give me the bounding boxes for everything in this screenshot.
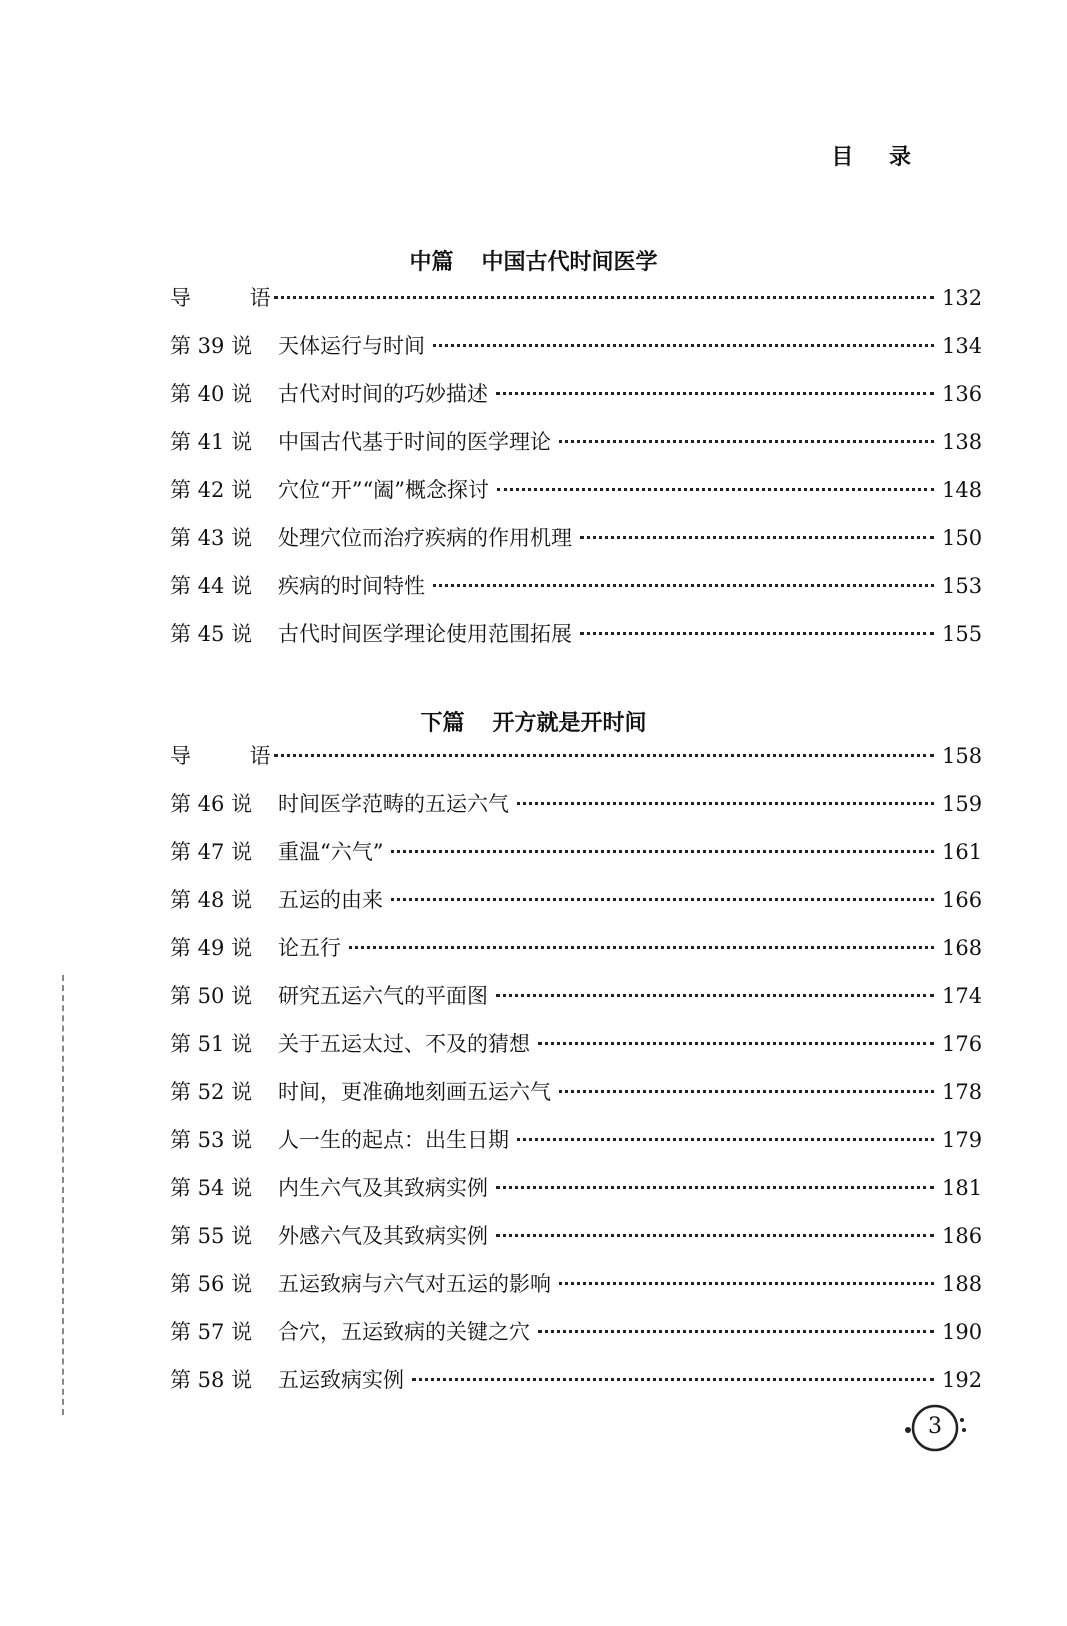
toc-leader-dots [412,1378,934,1381]
toc-leader-dots [580,536,934,539]
toc-entry[interactable] [170,1316,983,1364]
toc-entry-title: 时间医学范畴的五运六气 [278,792,509,816]
page-number: 3 [928,1414,942,1439]
page-number-badge [900,1400,970,1460]
toc-entry-title: 处理穴位而治疗疾病的作用机理 [278,526,572,550]
toc-entry-page: 155 [942,622,983,646]
toc-entry-page: 176 [942,1032,983,1056]
toc-list-lower [170,740,983,1412]
toc-leader-dots [433,584,934,587]
toc-entry-page: 148 [942,478,983,502]
toc-entry-page: 192 [942,1368,983,1392]
toc-entry-number: 第 46 说 [170,792,253,816]
toc-entry-number: 第 43 说 [170,526,253,550]
toc-entry-number: 第 50 说 [170,984,253,1008]
toc-entry[interactable] [170,522,983,570]
toc-leader-dots [496,392,934,395]
section-part-label: 下篇 [420,711,465,736]
toc-entry-number: 第 40 说 [170,382,253,406]
toc-entry-page: 159 [942,792,983,816]
toc-entry-title: 论五行 [278,936,341,960]
toc-entry-title: 人一生的起点：出生日期 [278,1128,509,1152]
toc-entry[interactable] [170,1028,983,1076]
toc-leader-dots [538,1330,934,1333]
toc-leader-dots [274,754,934,757]
toc-entry-title: 古代时间医学理论使用范围拓展 [278,622,572,646]
toc-entry[interactable] [170,1124,983,1172]
section-title-lower [0,706,1067,737]
toc-entry[interactable] [170,740,983,788]
toc-leader-dots [517,1138,934,1141]
toc-entry-number: 第 47 说 [170,840,253,864]
toc-entry-number: 第 58 说 [170,1368,253,1392]
toc-entry-page: 153 [942,574,983,598]
toc-entry-page: 178 [942,1080,983,1104]
toc-leader-dots [496,1186,934,1189]
toc-leader-dots [496,994,934,997]
toc-entry[interactable] [170,330,983,378]
toc-leader-dots [391,850,934,853]
toc-entry[interactable] [170,932,983,980]
toc-entry-title: 时间，更准确地刻画五运六气 [278,1080,551,1104]
toc-leader-dots [497,488,934,491]
toc-entry-page: 132 [942,286,983,310]
toc-entry[interactable] [170,980,983,1028]
toc-entry[interactable] [170,618,983,666]
toc-entry-page: 158 [942,744,983,768]
toc-entry-title: 五运的由来 [278,888,383,912]
toc-leader-dots [559,1090,934,1093]
toc-entry[interactable] [170,1172,983,1220]
toc-entry-number: 第 41 说 [170,430,253,454]
toc-entry-title: 重温“六气” [278,840,384,864]
toc-list-middle [170,282,983,666]
toc-entry-number: 第 39 说 [170,334,253,358]
toc-entry-number: 第 45 说 [170,622,253,646]
toc-leader-dots [349,946,934,949]
toc-entry-page: 150 [942,526,983,550]
section-name-label: 中国古代时间医学 [481,250,658,275]
toc-entry[interactable] [170,788,983,836]
toc-leader-dots [391,898,934,901]
toc-entry-page: 190 [942,1320,983,1344]
toc-entry-page: 181 [942,1176,983,1200]
toc-entry[interactable] [170,884,983,932]
toc-leader-dots [538,1042,934,1045]
toc-entry-title: 疾病的时间特性 [278,574,425,598]
toc-entry-number: 第 56 说 [170,1272,253,1296]
toc-entry-page: 186 [942,1224,983,1248]
toc-leader-dots [496,1234,934,1237]
toc-leader-dots [274,296,934,299]
toc-entry-number: 第 57 说 [170,1320,253,1344]
toc-entry[interactable] [170,378,983,426]
toc-entry-title: 外感六气及其致病实例 [278,1224,488,1248]
toc-entry-number: 第 52 说 [170,1080,253,1104]
toc-entry-title: 内生六气及其致病实例 [278,1176,488,1200]
toc-entry-title: 中国古代基于时间的医学理论 [278,430,551,454]
toc-entry-page: 138 [942,430,983,454]
toc-entry-number: 第 48 说 [170,888,253,912]
toc-entry-page: 136 [942,382,983,406]
scan-margin-marks [62,975,68,1415]
page-header-title: 目 录 [831,144,925,170]
toc-entry-title: 研究五运六气的平面图 [278,984,488,1008]
toc-entry-title: 合穴，五运致病的关键之穴 [278,1320,530,1344]
toc-entry-number: 第 55 说 [170,1224,253,1248]
toc-entry-title: 关于五运太过、不及的猜想 [278,1032,530,1056]
toc-entry-title: 古代对时间的巧妙描述 [278,382,488,406]
toc-entry[interactable] [170,474,983,522]
toc-entry-number: 第 42 说 [170,478,253,502]
toc-entry-title: 穴位“开”“阖”概念探讨 [278,478,489,502]
toc-entry-number: 第 44 说 [170,574,253,598]
toc-entry-title: 天体运行与时间 [278,334,425,358]
toc-entry[interactable] [170,282,983,330]
toc-leader-dots [517,802,934,805]
toc-entry-page: 168 [942,936,983,960]
toc-entry-page: 166 [942,888,983,912]
toc-entry-number: 第 51 说 [170,1032,253,1056]
toc-entry[interactable] [170,1268,983,1316]
toc-leader-dots [433,344,934,347]
toc-entry[interactable] [170,1220,983,1268]
toc-entry[interactable] [170,836,983,884]
toc-entry-title: 五运致病实例 [278,1368,404,1392]
toc-entry-number: 第 49 说 [170,936,253,960]
toc-entry-number: 导 语 [170,744,297,768]
section-part-label: 中篇 [409,250,454,275]
toc-entry-page: 161 [942,840,983,864]
section-title-middle [0,245,1067,276]
toc-entry-number: 第 53 说 [170,1128,253,1152]
toc-entry[interactable] [170,570,983,618]
toc-leader-dots [559,440,934,443]
toc-entry[interactable] [170,1076,983,1124]
toc-entry-page: 134 [942,334,983,358]
toc-entry-page: 174 [942,984,983,1008]
toc-leader-dots [559,1282,934,1285]
toc-entry[interactable] [170,1364,983,1412]
toc-entry[interactable] [170,426,983,474]
toc-leader-dots [580,632,934,635]
section-name-label: 开方就是开时间 [492,711,647,736]
toc-entry-number: 第 54 说 [170,1176,253,1200]
toc-entry-title: 五运致病与六气对五运的影响 [278,1272,551,1296]
toc-entry-page: 188 [942,1272,983,1296]
toc-entry-number: 导 语 [170,286,297,310]
toc-entry-page: 179 [942,1128,983,1152]
